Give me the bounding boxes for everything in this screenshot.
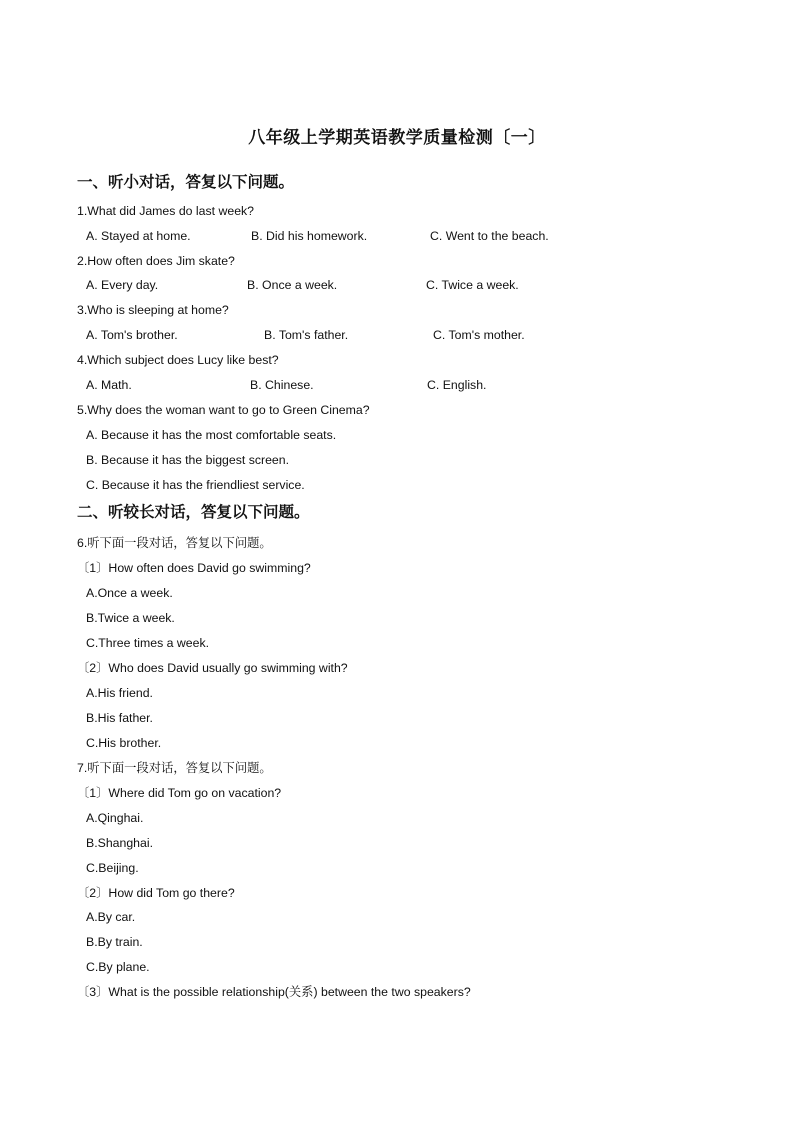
q7-sub1-option-b: B.Shanghai. — [86, 836, 154, 850]
q6-sub1-question: 〔1〕How often does David go swimming? — [77, 561, 311, 575]
q4-option-a: A. Math. — [86, 378, 132, 392]
q5-option-c: C. Because it has the friendliest service. — [86, 478, 305, 492]
question-3: 3.Who is sleeping at home? — [77, 303, 229, 317]
question-2: 2.How often does Jim skate? — [77, 254, 235, 268]
q7-sub2-option-b: B.By train. — [86, 935, 143, 949]
q7-sub2-question: 〔2〕How did Tom go there? — [77, 886, 235, 900]
q7-sub2-option-c: C.By plane. — [86, 960, 150, 974]
q7-sub1-option-c: C.Beijing. — [86, 861, 139, 875]
q2-option-a: A. Every day. — [86, 278, 159, 292]
q5-option-a: A. Because it has the most comfortable seats. — [86, 428, 337, 442]
q7-sub1-question: 〔1〕Where did Tom go on vacation? — [77, 786, 282, 800]
q6-sub2-option-b: B.His father. — [86, 711, 153, 725]
q6-sub2-option-c: C.His brother. — [86, 736, 162, 750]
q5-option-b: B. Because it has the biggest screen. — [86, 453, 290, 467]
page-title: 八年级上学期英语教学质量检测〔一〕 — [248, 128, 546, 148]
q3-option-a: A. Tom's brother. — [86, 328, 178, 342]
q7-sub2-option-a: A.By car. — [86, 910, 136, 924]
q6-sub2-option-a: A.His friend. — [86, 686, 153, 700]
q6-sub2-question: 〔2〕Who does David usually go swimming with? — [77, 661, 348, 675]
q4-option-b: B. Chinese. — [250, 378, 314, 392]
q3-option-b: B. Tom's father. — [264, 328, 349, 342]
question-7-intro: 7.听下面一段对话，答复以下问题。 — [77, 761, 272, 775]
q6-sub1-option-c: C.Three times a week. — [86, 636, 210, 650]
question-4: 4.Which subject does Lucy like best? — [77, 353, 279, 367]
q1-option-a: A. Stayed at home. — [86, 229, 191, 243]
question-5: 5.Why does the woman want to go to Green Cinema? — [77, 403, 370, 417]
q2-option-c: C. Twice a week. — [426, 278, 519, 292]
section-heading-1: 一、听小对话，答复以下问题。 — [77, 172, 295, 191]
question-6-intro: 6.听下面一段对话，答复以下问题。 — [77, 536, 272, 550]
q7-sub1-option-a: A.Qinghai. — [86, 811, 144, 825]
question-1: 1.What did James do last week? — [77, 204, 255, 218]
q7-sub3-question: 〔3〕What is the possible relationship(关系) between the two speakers? — [77, 985, 471, 999]
q3-option-c: C. Tom's mother. — [433, 328, 525, 342]
q6-sub1-option-b: B.Twice a week. — [86, 611, 175, 625]
q6-sub1-option-a: A.Once a week. — [86, 586, 173, 600]
q1-option-b: B. Did his homework. — [251, 229, 368, 243]
section-heading-2: 二、听较长对话，答复以下问题。 — [77, 502, 310, 521]
q4-option-c: C. English. — [427, 378, 487, 392]
q1-option-c: C. Went to the beach. — [430, 229, 549, 243]
q2-option-b: B. Once a week. — [247, 278, 338, 292]
